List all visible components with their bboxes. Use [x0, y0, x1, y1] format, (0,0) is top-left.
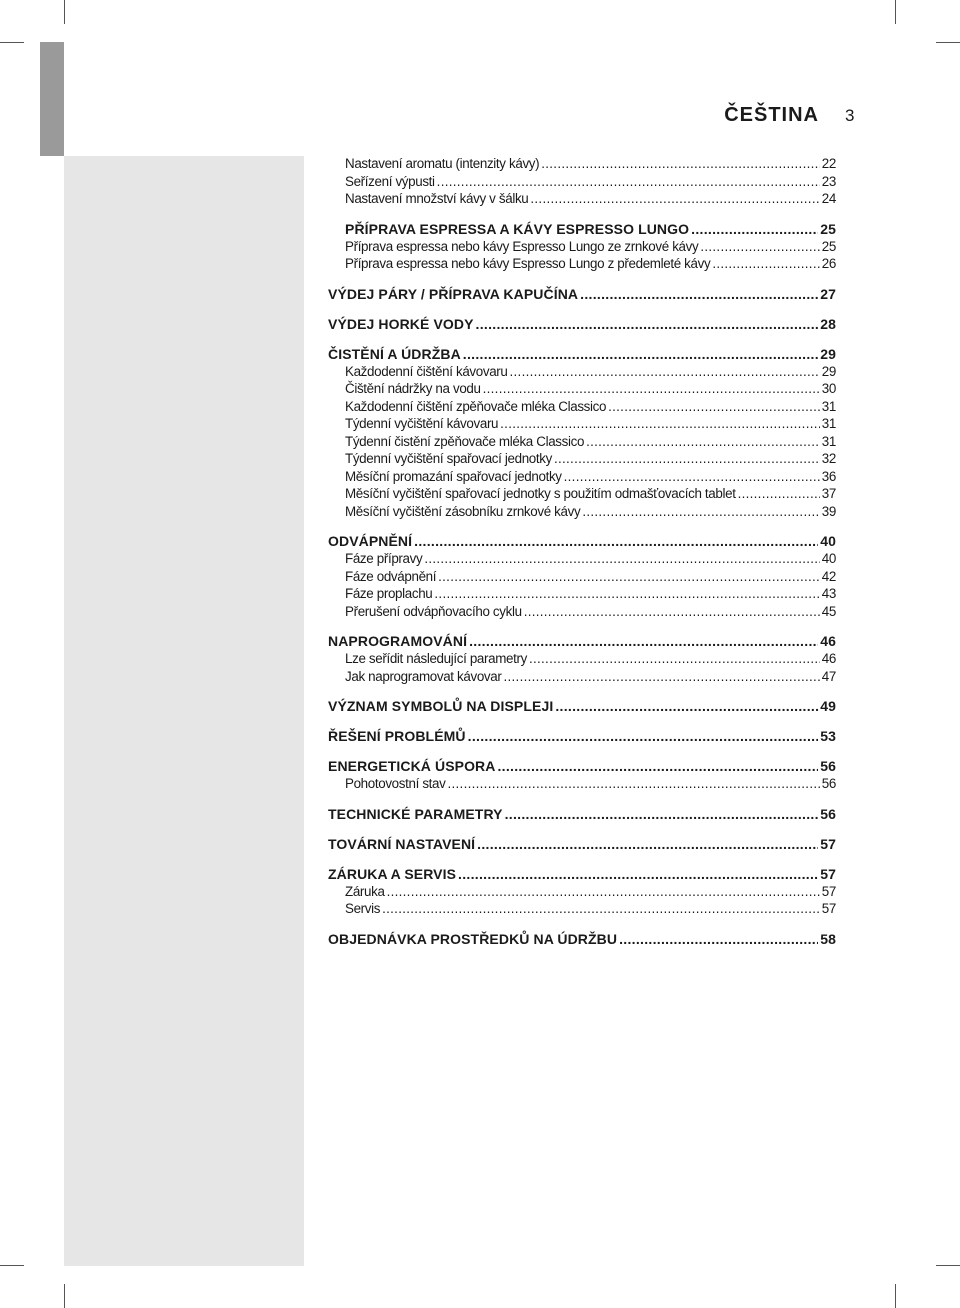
toc-page-number: 36: [821, 468, 836, 484]
language-title: ČEŠTINA: [724, 104, 819, 126]
toc-entry[interactable]: [328, 345, 836, 363]
toc-entry[interactable]: [328, 883, 836, 901]
toc-label: PŘÍPRAVA ESPRESSA A KÁVY ESPRESSO LUNGO: [345, 220, 690, 237]
toc-page-number: 57: [820, 835, 836, 852]
toc-entry[interactable]: [328, 603, 836, 621]
toc-entry[interactable]: [328, 650, 836, 668]
side-panel: [64, 156, 304, 1266]
toc-label: Lze seřídit následující parametry: [345, 651, 527, 666]
toc-entry[interactable]: [328, 805, 836, 823]
toc-label: TOVÁRNÍ NASTAVENÍ: [328, 835, 476, 852]
toc-entry[interactable]: [328, 568, 836, 586]
toc-entry[interactable]: [328, 900, 836, 918]
toc-label: ENERGETICKÁ ÚSPORA: [328, 758, 496, 774]
toc-label: Každodenní čištění zpěňovače mléka Classico: [345, 398, 607, 414]
toc-leader-dots: [483, 380, 820, 398]
toc-page-number: 32: [821, 451, 836, 466]
toc-label: Fáze odvápnění: [345, 568, 437, 584]
toc-page-number: 45: [821, 603, 836, 619]
toc-label: Měsíční vyčištění zásobníku zrnkové kávy: [345, 503, 581, 519]
toc-page-number: 43: [821, 586, 836, 601]
toc-entry[interactable]: [328, 485, 836, 503]
toc-leader-dots: [700, 238, 819, 256]
toc-leader-dots: [437, 173, 820, 191]
toc-page-number: 23: [821, 173, 836, 189]
toc-label: Fáze přípravy: [345, 551, 423, 566]
toc-entry[interactable]: [328, 865, 836, 883]
toc-leader-dots: [554, 450, 820, 468]
page-edge-tab: [40, 42, 64, 156]
toc-page-number: 46: [820, 633, 836, 649]
toc-leader-dots: [458, 865, 818, 883]
toc-page-number: 49: [820, 698, 836, 714]
toc-page-number: 25: [821, 238, 836, 254]
toc-entry[interactable]: [328, 173, 836, 191]
toc-entry[interactable]: [328, 532, 836, 550]
toc-page-number: 31: [821, 416, 836, 431]
toc-page-number: 47: [821, 668, 836, 684]
toc-leader-dots: [529, 650, 820, 668]
toc-label: Příprava espressa nebo kávy Espresso Lungo z předemleté kávy: [345, 256, 711, 271]
toc-label: Přerušení odvápňovacího cyklu: [345, 603, 522, 619]
toc-entry[interactable]: [328, 380, 836, 398]
toc-entry[interactable]: [328, 450, 836, 468]
toc-label: Jak naprogramovat kávovar: [345, 668, 502, 684]
toc-label: Seřízení výpusti: [345, 173, 435, 189]
toc-page-number: 27: [820, 285, 836, 302]
crop-mark: [0, 42, 24, 43]
toc-leader-dots: [438, 568, 820, 586]
toc-leader-dots: [619, 930, 818, 948]
toc-entry[interactable]: [328, 398, 836, 416]
toc-page-number: 56: [820, 805, 836, 822]
toc-leader-dots: [387, 883, 820, 901]
toc-entry[interactable]: [328, 503, 836, 521]
toc-page-number: 42: [821, 568, 836, 584]
toc-leader-dots: [476, 315, 819, 333]
toc-entry[interactable]: [328, 775, 836, 793]
crop-mark: [895, 1284, 896, 1308]
toc-label: Týdenní čistění zpěňovače mléka Classico: [345, 433, 585, 449]
toc-leader-dots: [691, 220, 818, 238]
crop-mark: [936, 1265, 960, 1266]
toc-entry[interactable]: [328, 415, 836, 433]
toc-entry[interactable]: [328, 315, 836, 333]
toc-label: TECHNICKÉ PARAMETRY: [328, 805, 503, 822]
toc-entry[interactable]: [328, 668, 836, 686]
toc-page-number: 24: [821, 191, 836, 206]
toc-page-number: 37: [821, 486, 836, 501]
toc-leader-dots: [524, 603, 820, 621]
toc-entry[interactable]: [328, 238, 836, 256]
toc-label: Týdenní vyčištění spařovací jednotky: [345, 451, 552, 466]
toc-entry[interactable]: [328, 585, 836, 603]
crop-mark: [64, 1284, 65, 1308]
toc-entry[interactable]: [328, 697, 836, 715]
toc-leader-dots: [738, 485, 820, 503]
toc-leader-dots: [500, 415, 820, 433]
toc-leader-dots: [503, 668, 819, 686]
toc-page-number: 57: [821, 883, 836, 899]
crop-mark: [895, 0, 896, 24]
toc-entry[interactable]: [328, 468, 836, 486]
toc-leader-dots: [382, 900, 820, 918]
toc-leader-dots: [582, 503, 819, 521]
toc-label: OBJEDNÁVKA PROSTŘEDKŮ NA ÚDRŽBU: [328, 930, 618, 947]
toc-entry[interactable]: [328, 930, 836, 948]
toc-label: Týdenní vyčištění kávovaru: [345, 416, 499, 431]
toc-label: Nastavení aromatu (intenzity kávy): [345, 156, 540, 171]
toc-page-number: 57: [820, 865, 836, 882]
page-number: 3: [845, 106, 855, 125]
toc-page-number: 28: [820, 315, 836, 332]
toc-label: NAPROGRAMOVÁNÍ: [328, 633, 468, 649]
toc-label: Každodenní čištění kávovaru: [345, 363, 508, 379]
toc-label: VÝZNAM SYMBOLŮ NA DISPLEJI: [328, 698, 554, 714]
toc-leader-dots: [586, 433, 820, 451]
toc-leader-dots: [434, 585, 819, 603]
toc-leader-dots: [555, 697, 818, 715]
toc-leader-dots: [608, 398, 820, 416]
toc-page-number: 40: [820, 533, 836, 549]
crop-mark: [0, 1265, 24, 1266]
toc-page-number: 29: [821, 363, 836, 379]
toc-entry[interactable]: [328, 727, 836, 745]
toc-entry[interactable]: [328, 550, 836, 568]
toc-page-number: 40: [821, 551, 836, 566]
toc-page-number: 30: [821, 381, 836, 396]
toc-label: Čištění nádržky na vodu: [345, 381, 481, 396]
toc-label: Měsíční promazání spařovací jednotky: [345, 468, 562, 484]
toc-label: Měsíční vyčištění spařovací jednotky s použitím odmašťovacích tablet: [345, 486, 736, 501]
toc-entry[interactable]: [328, 155, 836, 173]
toc-page-number: 46: [821, 651, 836, 666]
toc-leader-dots: [541, 155, 820, 173]
toc-label: VÝDEJ PÁRY / PŘÍPRAVA KAPUČÍNA: [328, 285, 579, 302]
toc-page-number: 22: [821, 156, 836, 171]
toc-page-number: 26: [821, 256, 836, 271]
crop-mark: [936, 42, 960, 43]
toc-entry[interactable]: [328, 255, 836, 273]
toc-label: ODVÁPNĚNÍ: [328, 533, 413, 549]
toc-label: Příprava espressa nebo kávy Espresso Lungo ze zrnkové kávy: [345, 238, 699, 254]
toc-label: VÝDEJ HORKÉ VODY: [328, 315, 474, 332]
toc-leader-dots: [505, 805, 819, 823]
toc-leader-dots: [712, 255, 819, 273]
toc-entry[interactable]: [328, 835, 836, 853]
toc-label: Fáze proplachu: [345, 586, 433, 601]
toc-label: Servis: [345, 901, 381, 916]
toc-label: Nastavení množství kávy v šálku: [345, 191, 529, 206]
toc-entry[interactable]: [328, 433, 836, 451]
toc-page-number: 56: [821, 776, 836, 791]
toc-leader-dots: [469, 632, 818, 650]
toc-label: ŘEŠENÍ PROBLÉMŮ: [328, 728, 466, 744]
toc-page-number: 53: [820, 728, 836, 744]
toc-leader-dots: [510, 363, 820, 381]
toc-label: ČISTĚNÍ A ÚDRŽBA: [328, 345, 461, 362]
toc-page-number: 56: [820, 758, 836, 774]
toc-leader-dots: [497, 757, 818, 775]
toc-page-number: 25: [820, 220, 836, 237]
toc-label: Záruka: [345, 883, 385, 899]
toc-entry[interactable]: [328, 363, 836, 381]
toc-leader-dots: [448, 775, 820, 793]
toc-page-number: 31: [821, 433, 836, 449]
crop-mark: [64, 0, 65, 24]
toc-label: Pohotovostní stav: [345, 776, 446, 791]
toc-entry[interactable]: [328, 757, 836, 775]
toc-leader-dots: [424, 550, 819, 568]
toc-entry[interactable]: [328, 190, 836, 208]
toc-page-number: 58: [820, 930, 836, 947]
toc-entry[interactable]: [328, 632, 836, 650]
toc-entry[interactable]: [328, 285, 836, 303]
toc-leader-dots: [414, 532, 818, 550]
toc-leader-dots: [580, 285, 818, 303]
toc-label: ZÁRUKA A SERVIS: [328, 865, 457, 882]
toc-page-number: 57: [821, 901, 836, 916]
toc-entry[interactable]: [328, 220, 836, 238]
toc-leader-dots: [530, 190, 819, 208]
toc-leader-dots: [477, 835, 818, 853]
toc-leader-dots: [468, 727, 819, 745]
table-of-contents: [328, 155, 836, 948]
toc-page-number: 31: [821, 398, 836, 414]
toc-leader-dots: [463, 345, 818, 363]
toc-leader-dots: [564, 468, 820, 486]
toc-page-number: 29: [820, 345, 836, 362]
toc-page-number: 39: [821, 503, 836, 519]
